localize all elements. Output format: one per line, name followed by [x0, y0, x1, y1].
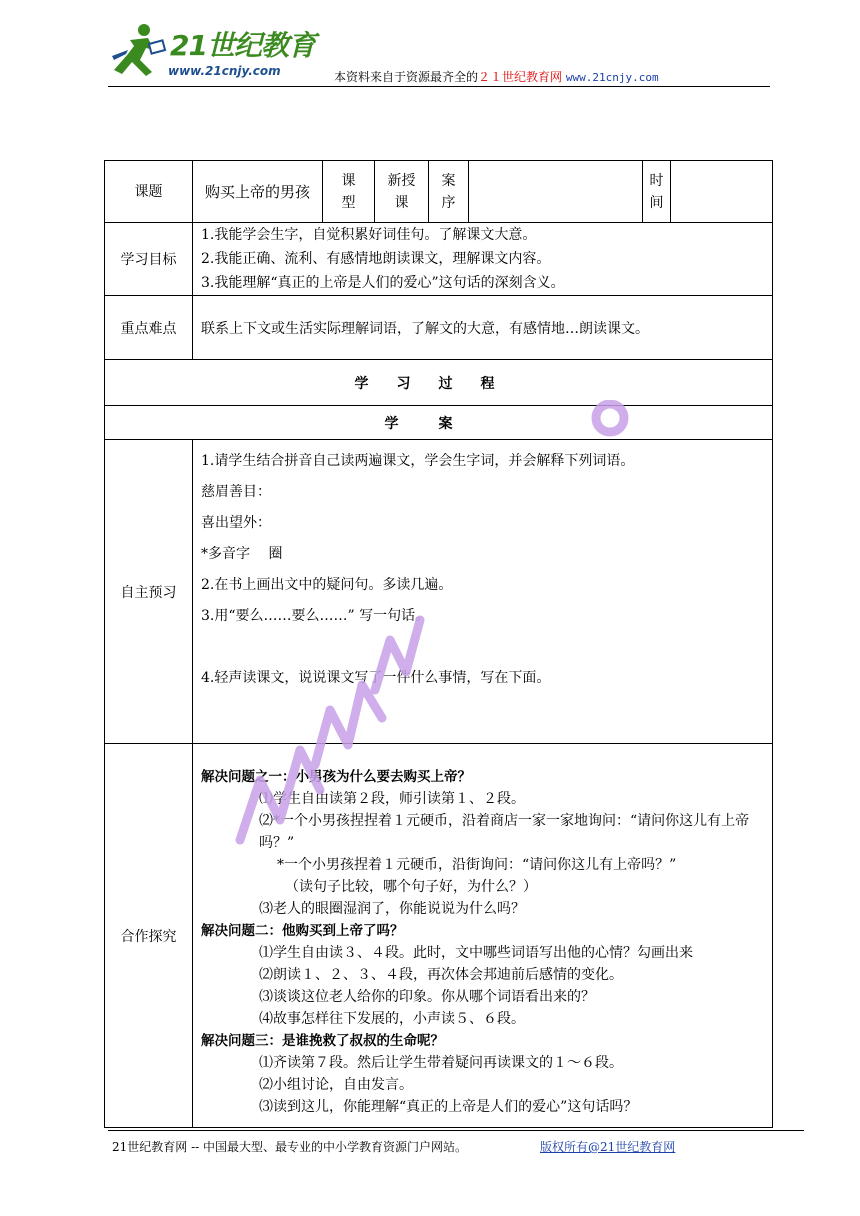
goals-label: 学习目标: [105, 223, 193, 296]
key-row: [105, 296, 773, 360]
question-item: ⑴学生自由读第２段，师引读第１、２段。: [259, 791, 525, 807]
question-item: （读句子比较，哪个句子好，为什么？）: [285, 879, 537, 895]
question-item: ⑷故事怎样往下发展的，小声读５、６段。: [259, 1011, 525, 1027]
process-row: [105, 360, 773, 406]
goal-item: 2.我能正确、流利、有感情地朗读课文，理解课文内容。: [201, 251, 551, 267]
page-header: [0, 0, 860, 90]
coop-content: [193, 744, 773, 1128]
header-url[interactable]: www.21cnjy.com: [565, 71, 659, 84]
site-logo[interactable]: [108, 20, 315, 82]
preview-label: 自主预习: [105, 440, 193, 744]
header-divider: [108, 86, 770, 87]
keti-label: 课题: [105, 161, 193, 223]
preview-line: 慈眉善目：: [201, 484, 271, 500]
anxu-label: 案序: [429, 161, 469, 223]
logo-text: 21世纪教育: [170, 29, 315, 62]
copyright-link[interactable]: 版权所有@21世纪教育网: [540, 1140, 676, 1154]
info-row: [105, 161, 773, 223]
question-item: ⑶读到这儿，你能理解“真正的上帝是人们的爱心”这句话吗？: [259, 1099, 638, 1115]
question-heading: 解决问题二：他购买到上帝了吗？: [201, 923, 404, 939]
question-heading: 解决问题三：是谁挽救了叔叔的生命呢？: [201, 1033, 444, 1049]
lesson-title: 购买上帝的男孩: [193, 161, 323, 223]
footer-divider: [108, 1130, 804, 1131]
shijian-label: 时间: [643, 161, 671, 223]
preview-row: [105, 440, 773, 744]
header-note: [334, 68, 659, 85]
preview-line: [193, 632, 772, 663]
kexing-label: 课型: [323, 161, 375, 223]
header-note-prefix: 本资料来自于资源最齐全的: [334, 70, 479, 84]
runner-logo-icon: [108, 20, 168, 80]
coop-row: [105, 744, 773, 1128]
preview-line: 3.用“要么……要么……” 写一句话。: [201, 608, 430, 624]
xuean-title: 学案: [105, 406, 773, 440]
xuean-row: [105, 406, 773, 440]
preview-line: 2.在书上画出文中的疑问句。多读几遍。: [201, 577, 453, 593]
coop-label: 合作探究: [105, 744, 193, 1128]
kexing-value: 新授课: [375, 161, 429, 223]
question-item: ⑵小组讨论，自由发言。: [259, 1077, 413, 1093]
logo-url: www.21cnjy.com: [168, 64, 281, 78]
lesson-plan-table: [104, 160, 773, 1128]
question-item: ⑶谈谈这位老人给你的印象。你从哪个词语看出来的？: [259, 989, 595, 1005]
goals-content: [193, 223, 773, 296]
preview-line: *多音字 圈: [201, 546, 283, 562]
preview-line: 1.请学生结合拼音自己读两遍课文，学会生字词，并会解释下列词语。: [201, 453, 635, 469]
anxu-value[interactable]: [469, 161, 643, 223]
goal-item: 1.我能学会生字，自觉积累好词佳句。了解课文大意。: [201, 227, 537, 243]
preview-line: 喜出望外：: [201, 515, 271, 531]
question-item: *一个小男孩捏着１元硬币，沿街询问：“请问你这儿有上帝吗？”: [277, 857, 677, 873]
key-content: 联系上下文或生活实际理解词语，了解文的大意，有感情地…朗读课文。: [193, 296, 773, 360]
process-title: 学习过程: [105, 360, 773, 406]
question-item: ⑵*一个小男孩捏捏着１元硬币，沿着商店一家一家地询问：“请问你这儿有上帝吗？”: [259, 813, 750, 851]
footer-text: 21世纪教育网 -- 中国最大型、最专业的中小学教育资源门户网站。: [112, 1140, 468, 1154]
goals-row: [105, 223, 773, 296]
goal-item: 3.我能理解“真正的上帝是人们的爱心”这句话的深刻含义。: [201, 275, 565, 291]
question-heading: 解决问题之一：小男孩为什么要去购买上帝？: [201, 769, 471, 785]
key-label: 重点难点: [105, 296, 193, 360]
question-item: ⑵朗读１、２、３、４段，再次体会邦迪前后感情的变化。: [259, 967, 623, 983]
question-item: ⑴齐读第７段。然后让学生带着疑问再读课文的１～６段。: [259, 1055, 623, 1071]
header-site-name[interactable]: ２１世纪教育网: [478, 70, 563, 84]
preview-content: [193, 440, 773, 744]
question-item: ⑶老人的眼圈湿润了，你能说说为什么吗？: [259, 901, 525, 917]
question-item: ⑴学生自由读３、４段。此时，文中哪些词语写出他的心情？勾画出来: [259, 945, 693, 961]
shijian-value[interactable]: [671, 161, 773, 223]
preview-line: 4.轻声读课文，说说课文写了一件什么事情，写在下面。: [201, 670, 551, 686]
